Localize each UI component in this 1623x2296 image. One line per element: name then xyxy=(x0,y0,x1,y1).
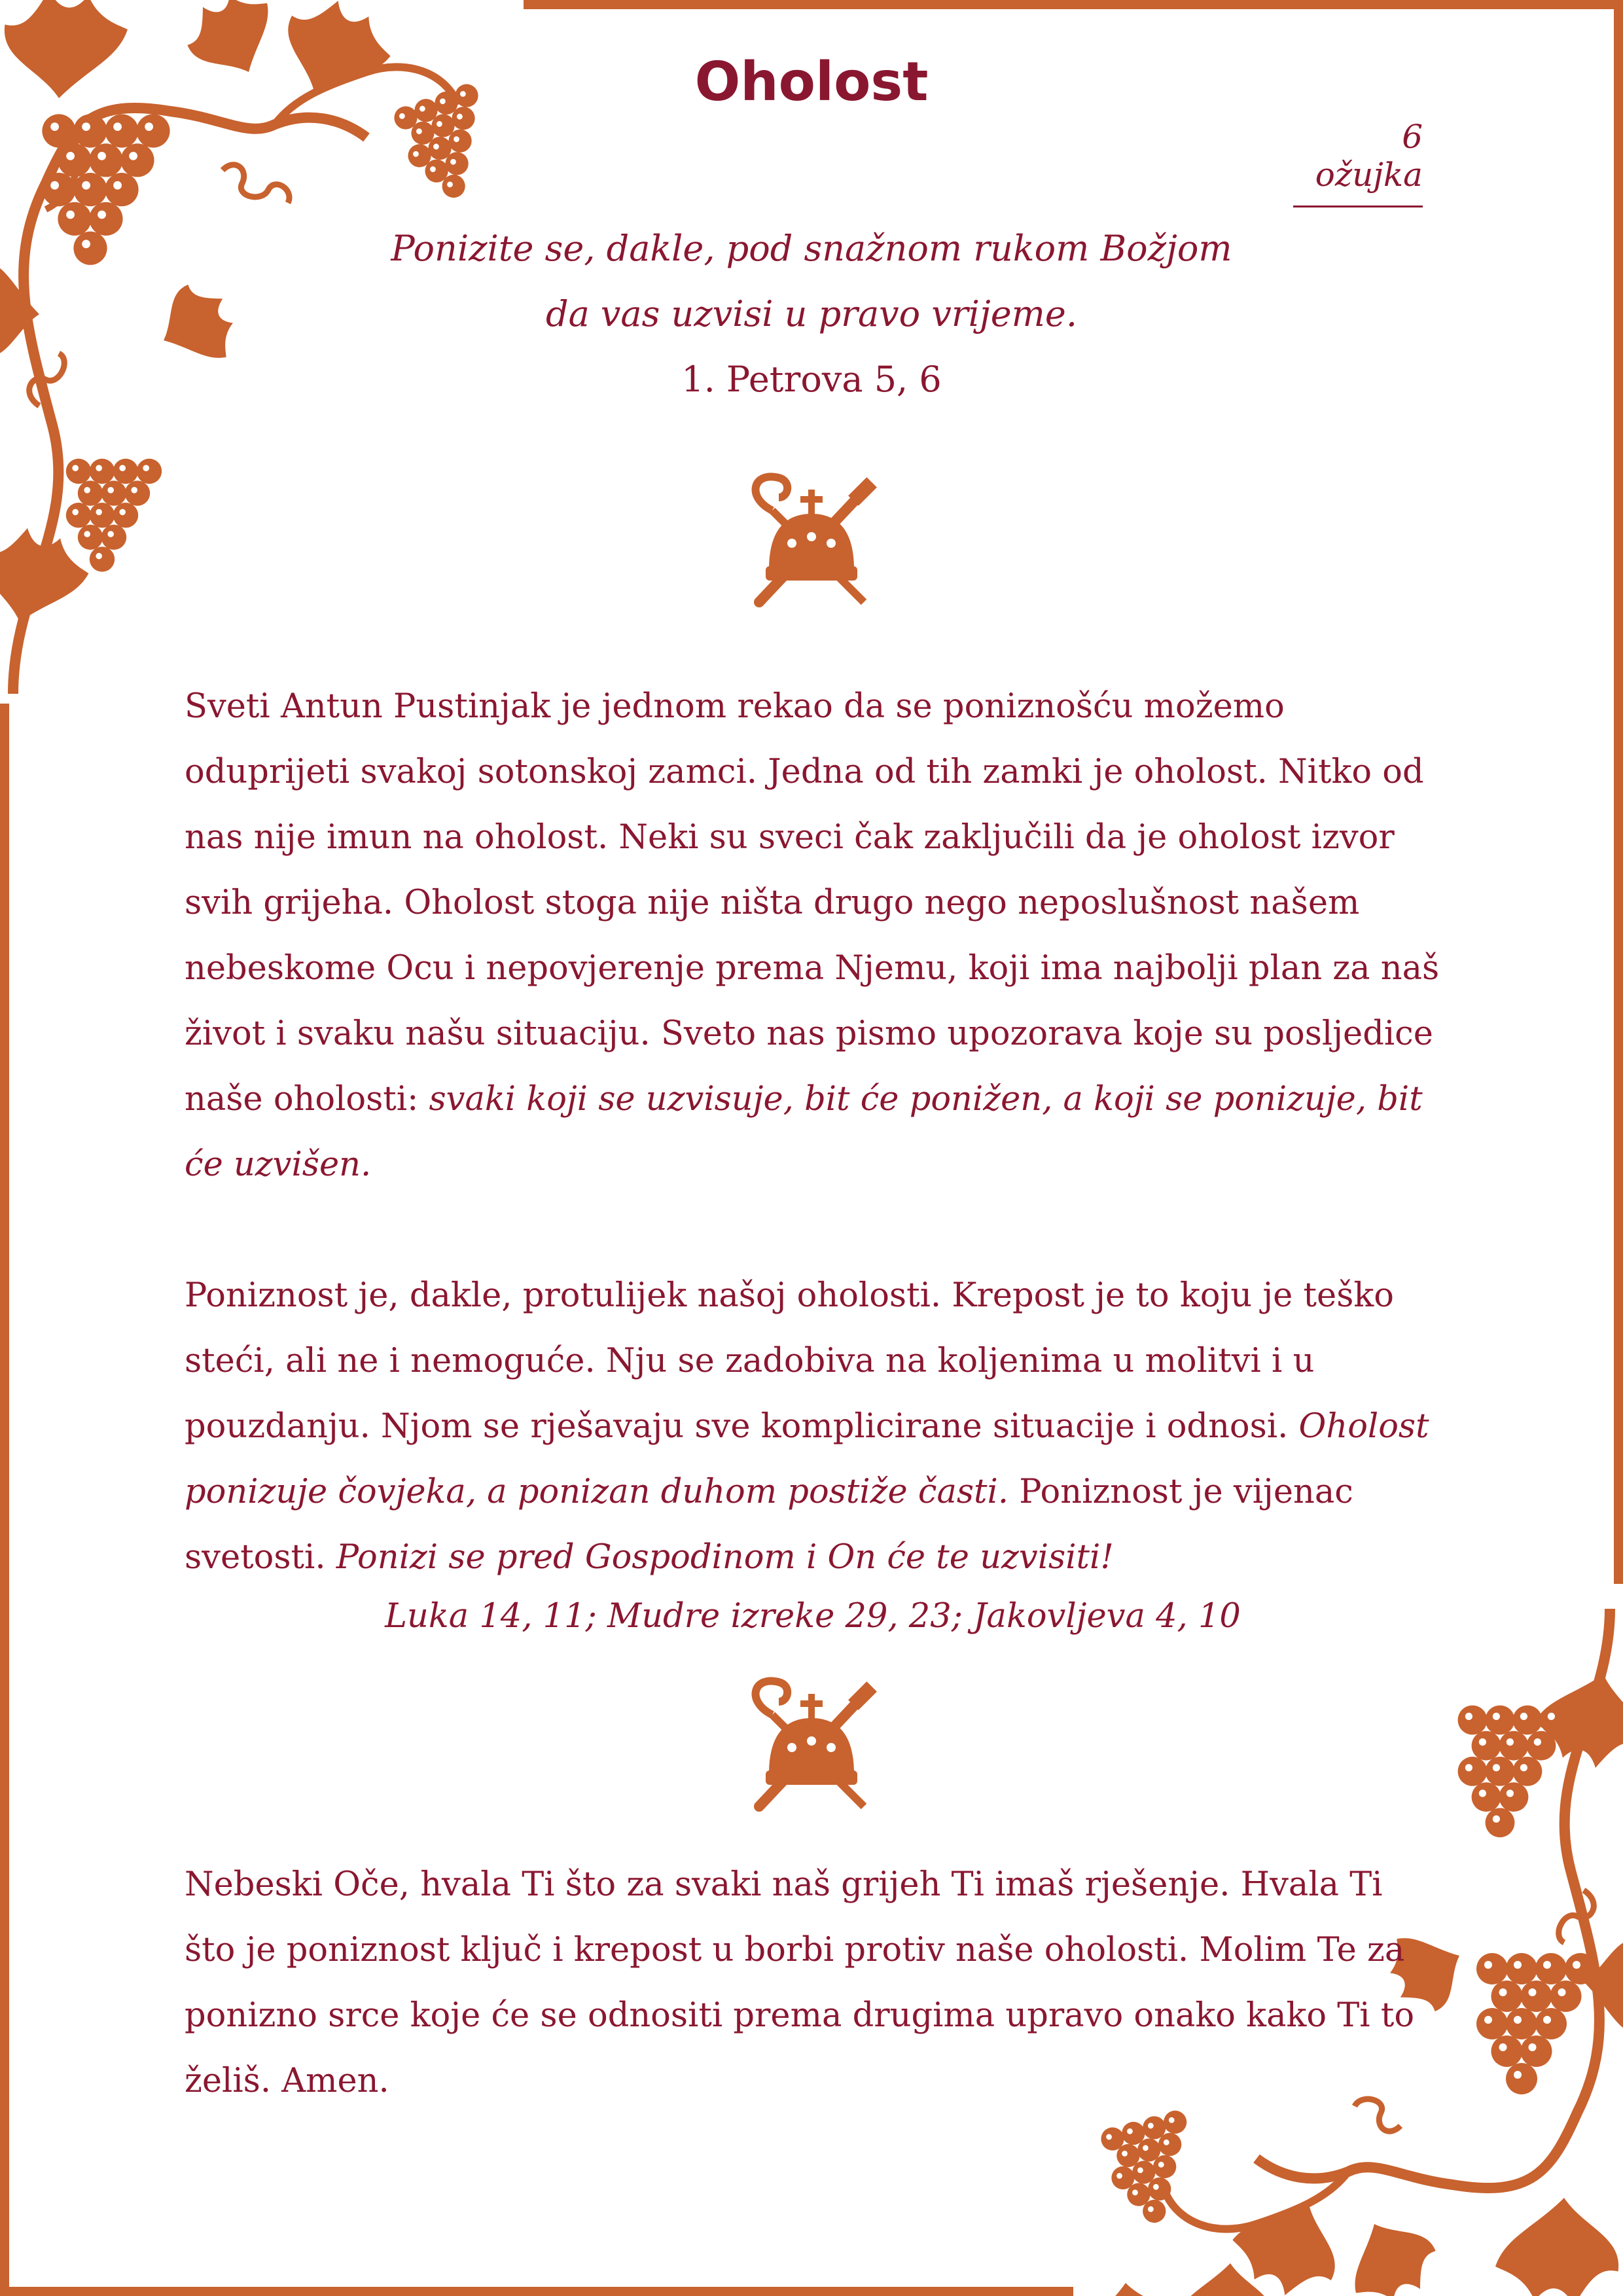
frame-left-border xyxy=(0,704,9,2296)
page-title: Oholost xyxy=(694,51,929,113)
opening-verse xyxy=(223,216,1400,412)
verse-reference: 1. Petrova 5, 6 xyxy=(681,359,942,400)
paragraph-2-quote-2: Ponizi se pred Gospodinom i On će te uzvisiti! xyxy=(336,1538,1114,1577)
paragraph-2-text-1: Poniznost je, dakle, protulijek našoj oholosti. Krepost je to koju je teško steći, ali ne i nemoguće. Nju se zadobiva na koljenima u molitvi i u pouzdanju. Njom se rješavaju sve komplicirane situacije i odnosi. xyxy=(185,1276,1394,1446)
paragraph-1 xyxy=(185,674,1441,1198)
paragraph-2-text-2: Poniznost je vijenac svetosti. xyxy=(185,1473,1353,1577)
frame-top-border xyxy=(524,0,1623,9)
verse-line-1: Ponizite se, dakle, pod snažnom rukom Božjom xyxy=(391,228,1232,269)
paragraph-2-quote-1: Oholost ponizuje čovjeka, a ponizan duhom postiže časti. xyxy=(185,1407,1429,1511)
scripture-references: Luka 14, 11; Mudre izreke 29, 23; Jakovljeva 4, 10 xyxy=(385,1597,1241,1636)
paragraph-2 xyxy=(185,1263,1441,1590)
frame-right-border xyxy=(1614,0,1623,1584)
verse-line-2: da vas uzvisi u pravo vrijeme. xyxy=(546,293,1077,334)
crown-crozier-sword-icon xyxy=(733,471,890,622)
crown-crozier-sword-icon xyxy=(733,1676,890,1826)
frame-bottom-border xyxy=(0,2287,1073,2296)
paragraph-1-quote: svaki koji se uzvisuje, bit će ponižen, a koji se ponizuje, bit će uzvišen. xyxy=(185,1080,1423,1184)
closing-prayer: Nebeski Oče, hvala Ti što za svaki naš grijeh Ti imaš rješenje. Hvala Ti što je poniznost ključ i krepost u borbi protiv naše oholosti. Molim Te za ponizno srce koje će se odnositi prema drugima upravo onako kako Ti to želiš. Amen. xyxy=(185,1865,1415,2100)
date-label: 6 ožujka xyxy=(1293,118,1423,207)
paragraph-1-text: Sveti Antun Pustinjak je jednom rekao da se poniznošću možemo oduprijeti svakoj sotonskoj zamci. Jedna od tih zamki je oholost. Nitko od nas nije imun na oholost. Neki su sveci čak zaključili da je oholost izvor svih grijeha. Oholost stoga nije ništa drugo nego neposlušnost našem nebeskome Ocu i nepovjerenje prema Njemu, koji ima najbolji plan za naš život i svaku našu situaciju. Sveto nas pismo upozorava koje su posljedice naše oholosti: xyxy=(185,687,1440,1119)
